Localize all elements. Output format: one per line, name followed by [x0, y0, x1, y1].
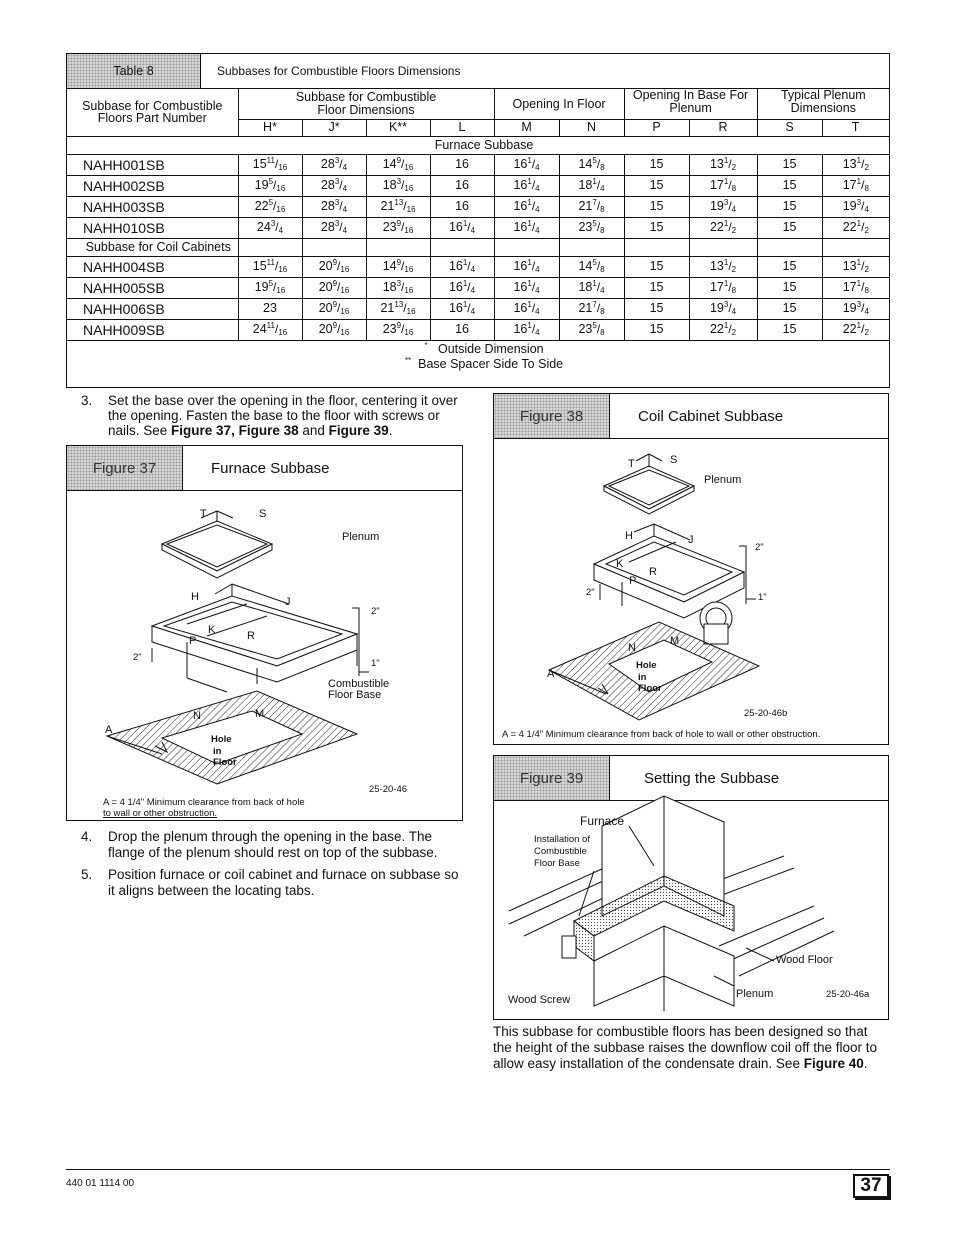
dimension-cell: $21^{13}/_{16}$: [366, 298, 430, 319]
dimension-cell: $28^3/_4$: [302, 154, 366, 175]
dimension-cell: $13^1/_2$: [689, 154, 757, 175]
dimension-cell: $17^1/_8$: [822, 175, 889, 196]
table-row: [67, 298, 889, 319]
dimension-cell: $14^5/_8$: [559, 154, 624, 175]
part-number: NAHH006SB: [67, 298, 238, 319]
subbase-paragraph: This subbase for combustible floors has been designed so that the height of the subbase raises the downflow coil off the floor to allow easy installation of the condensate drain. See Figure 40.: [493, 1024, 877, 1071]
dimension-cell: $21^{13}/_{16}$: [366, 196, 430, 217]
col-n: N: [559, 119, 624, 136]
figure-37-code: 25-20-46: [369, 784, 408, 795]
part-number: NAHH009SB: [67, 319, 238, 340]
dimension-cell: 15: [757, 298, 822, 319]
step-4: 4. Drop the plenum through the opening in the base. The flange of the plenum should rest on top of the subbase.: [81, 829, 438, 860]
dimension-cell: $16^1/_4$: [494, 298, 559, 319]
col-r: R: [689, 119, 757, 136]
coil-rows: [67, 256, 889, 340]
dimension-cell: $18^1/_4$: [559, 175, 624, 196]
dimension-cell: $16^1/_4$: [430, 277, 494, 298]
table-row: [67, 196, 889, 217]
dimension-cell: 23: [238, 298, 302, 319]
dimension-cell: 15: [757, 217, 822, 238]
dimension-cell: $19^3/_4$: [822, 196, 889, 217]
table-row: [67, 256, 889, 277]
step-5: 5. Position furnace or coil cabinet and furnace on subbase so it aligns between the locating tabs.: [81, 867, 459, 898]
dimension-cell: $17^1/_8$: [689, 175, 757, 196]
table-row: [67, 154, 889, 175]
dimension-cell: $14^9/_{16}$: [366, 154, 430, 175]
figure-37-note: A = 4 1/4" Minimum clearance from back of hole: [103, 797, 305, 808]
setting-subbase-drawing: [494, 756, 890, 1021]
group-floor-dims: Subbase for Combustible Floor Dimensions: [238, 89, 494, 119]
col-t: T: [822, 119, 889, 136]
dimension-cell: 15: [624, 298, 689, 319]
dimension-cell: $22^1/_2$: [689, 217, 757, 238]
dimension-cell: $16^1/_4$: [494, 175, 559, 196]
section-coil-cabinets: Subbase for Coil Cabinets: [67, 238, 238, 256]
table-row: [67, 217, 889, 238]
dimension-cell: $21^7/_8$: [559, 196, 624, 217]
dimension-cell: 15: [624, 196, 689, 217]
dimension-cell: 15: [757, 175, 822, 196]
dimension-cell: $16^1/_4$: [494, 217, 559, 238]
dimension-cell: $13^1/_2$: [822, 256, 889, 277]
figure-39-tag: Figure 39: [494, 756, 610, 800]
dimension-cell: 15: [624, 217, 689, 238]
dimension-cell: $19^3/_4$: [822, 298, 889, 319]
figure-37-title: Furnace Subbase: [211, 459, 330, 477]
dimension-cell: $22^1/_2$: [689, 319, 757, 340]
document-number: 440 01 1114 00: [66, 1178, 135, 1189]
table-row: [67, 175, 889, 196]
part-number: NAHH010SB: [67, 217, 238, 238]
col-p: P: [624, 119, 689, 136]
table-row: [67, 277, 889, 298]
dimension-cell: $16^1/_4$: [430, 217, 494, 238]
dimension-cell: $21^7/_8$: [559, 298, 624, 319]
part-number: NAHH001SB: [67, 154, 238, 175]
dimension-cell: $18^3/_{16}$: [366, 277, 430, 298]
dimension-cell: 15: [757, 256, 822, 277]
dimension-cell: $23^9/_{16}$: [366, 217, 430, 238]
col-j: J*: [302, 119, 366, 136]
figure-37: Figure 37 Furnace Subbase T S Plenum H J K R P 2" 2" 1" Combustible Floor Base A N M Hole in Floor 25-20-46 A = 4 1/4" Minimum clearance from back of hole to wall or other obstruction.: [66, 445, 463, 821]
footnote-spacer: ** Base Spacer Side To Side: [404, 356, 564, 372]
dimension-cell: $13^1/_2$: [822, 154, 889, 175]
part-number: NAHH002SB: [67, 175, 238, 196]
dimension-cell: $16^1/_4$: [494, 196, 559, 217]
dimension-cell: $19^3/_4$: [689, 196, 757, 217]
coil-cabinet-subbase-drawing: [494, 394, 890, 746]
part-number: NAHH004SB: [67, 256, 238, 277]
dimension-cell: $17^1/_8$: [822, 277, 889, 298]
link-figure-38[interactable]: Figure 38: [238, 423, 299, 438]
figure-37-tag: Figure 37: [67, 446, 183, 490]
dimensions-table: [67, 89, 890, 372]
dimension-cell: $16^1/_4$: [430, 256, 494, 277]
col-m: M: [494, 119, 559, 136]
dimension-cell: 16: [430, 154, 494, 175]
group-opening-floor: Opening In Floor: [494, 89, 624, 119]
figure-39: Figure 39 Setting the Subbase Furnace Installation of Combustible Floor Base Wood Floor Plenum 25-20-46a Wood Screw: [493, 755, 889, 1020]
dimension-cell: $19^5/_{16}$: [238, 277, 302, 298]
dimension-cell: $20^9/_{16}$: [302, 277, 366, 298]
dimension-cell: $17^1/_8$: [689, 277, 757, 298]
section-furnace-subbase: Furnace Subbase: [67, 136, 889, 154]
dimension-cell: $22^5/_{16}$: [238, 196, 302, 217]
dimension-cell: $24^3/_4$: [238, 217, 302, 238]
dimension-cell: 16: [430, 319, 494, 340]
dimension-cell: $28^3/_4$: [302, 175, 366, 196]
col-part-number: Subbase for Combustible Floors Part Number: [82, 98, 223, 126]
table-caption: Subbases for Combustible Floors Dimensions: [217, 64, 461, 78]
dimension-cell: $16^1/_4$: [494, 256, 559, 277]
furnace-subbase-drawing: [67, 446, 464, 822]
dimension-cell: $28^3/_4$: [302, 217, 366, 238]
col-k: K**: [366, 119, 430, 136]
dimension-cell: 16: [430, 196, 494, 217]
table-tag: Table 8: [67, 54, 201, 88]
col-s: S: [757, 119, 822, 136]
footnote-outside-dimension: * Outside Dimension: [67, 340, 889, 356]
group-plenum: Typical Plenum Dimensions: [757, 89, 889, 119]
table-8: [66, 53, 890, 388]
dimension-cell: $20^9/_{16}$: [302, 319, 366, 340]
dimension-cell: $16^1/_4$: [494, 319, 559, 340]
link-figure-39[interactable]: Figure 39: [328, 423, 389, 438]
dimension-cell: $14^5/_8$: [559, 256, 624, 277]
figure-38: Figure 38 Coil Cabinet Subbase T S Plenum H J K R P 2" 2" 1" A N M Hole in Floor 25-20-46b A = 4 1/4" Minimum clearance from back of hole to wall or other obstruction.: [493, 393, 889, 745]
dimension-cell: $18^3/_{16}$: [366, 175, 430, 196]
dimension-cell: $19^3/_4$: [689, 298, 757, 319]
dimension-cell: 15: [624, 154, 689, 175]
dimension-cell: $22^1/_2$: [822, 217, 889, 238]
dimension-cell: $22^1/_2$: [822, 319, 889, 340]
furnace-rows: [67, 154, 889, 238]
dimension-cell: $20^9/_{16}$: [302, 298, 366, 319]
figure-39-title: Setting the Subbase: [644, 769, 780, 787]
dimension-cell: $15^{11}/_{16}$: [238, 256, 302, 277]
figure-38-code: 25-20-46b: [744, 708, 788, 719]
part-number: NAHH005SB: [67, 277, 238, 298]
page-number: 37: [853, 1174, 889, 1198]
dimension-cell: $18^1/_4$: [559, 277, 624, 298]
footer-rule: [66, 1169, 890, 1170]
dimension-cell: 15: [757, 319, 822, 340]
dimension-cell: $23^9/_{16}$: [366, 319, 430, 340]
link-figure-37[interactable]: Figure 37,: [171, 423, 235, 438]
dimension-cell: 15: [624, 277, 689, 298]
figure-38-note: A = 4 1/4" Minimum clearance from back of hole to wall or other obstruction.: [502, 729, 821, 740]
dimension-cell: 15: [624, 319, 689, 340]
table-row: [67, 319, 889, 340]
table-header-bar: [67, 54, 889, 89]
dimension-cell: $16^1/_4$: [494, 154, 559, 175]
dimension-cell: $15^{11}/_{16}$: [238, 154, 302, 175]
col-l: L: [430, 119, 494, 136]
dimension-cell: $20^9/_{16}$: [302, 256, 366, 277]
dimension-cell: $24^{11}/_{16}$: [238, 319, 302, 340]
dimension-cell: 15: [757, 196, 822, 217]
dimension-cell: 16: [430, 175, 494, 196]
dimension-cell: $19^5/_{16}$: [238, 175, 302, 196]
dimension-cell: 15: [757, 154, 822, 175]
dimension-cell: 15: [624, 256, 689, 277]
dimension-cell: $23^5/_8$: [559, 319, 624, 340]
dimension-cell: $13^1/_2$: [689, 256, 757, 277]
dimension-cell: 15: [757, 277, 822, 298]
dimension-cell: $16^1/_4$: [430, 298, 494, 319]
group-opening-base: Opening In Base For Plenum: [624, 89, 757, 119]
figure-39-code: 25-20-46a: [826, 989, 870, 1000]
dimension-cell: 15: [624, 175, 689, 196]
dimension-cell: $28^3/_4$: [302, 196, 366, 217]
dimension-cell: $23^5/_8$: [559, 217, 624, 238]
col-h: H*: [238, 119, 302, 136]
part-number: NAHH003SB: [67, 196, 238, 217]
link-figure-40[interactable]: Figure 40: [803, 1056, 864, 1071]
figure-38-tag: Figure 38: [494, 394, 610, 438]
dimension-cell: $14^9/_{16}$: [366, 256, 430, 277]
figure-38-title: Coil Cabinet Subbase: [638, 407, 784, 425]
step-3: 3. Set the base over the opening in the floor, centering it over the opening. Fasten the base to the floor with screws or nails. See Figure 37, Figure 38 and Figure 39.: [81, 393, 458, 438]
dimension-cell: $16^1/_4$: [494, 277, 559, 298]
